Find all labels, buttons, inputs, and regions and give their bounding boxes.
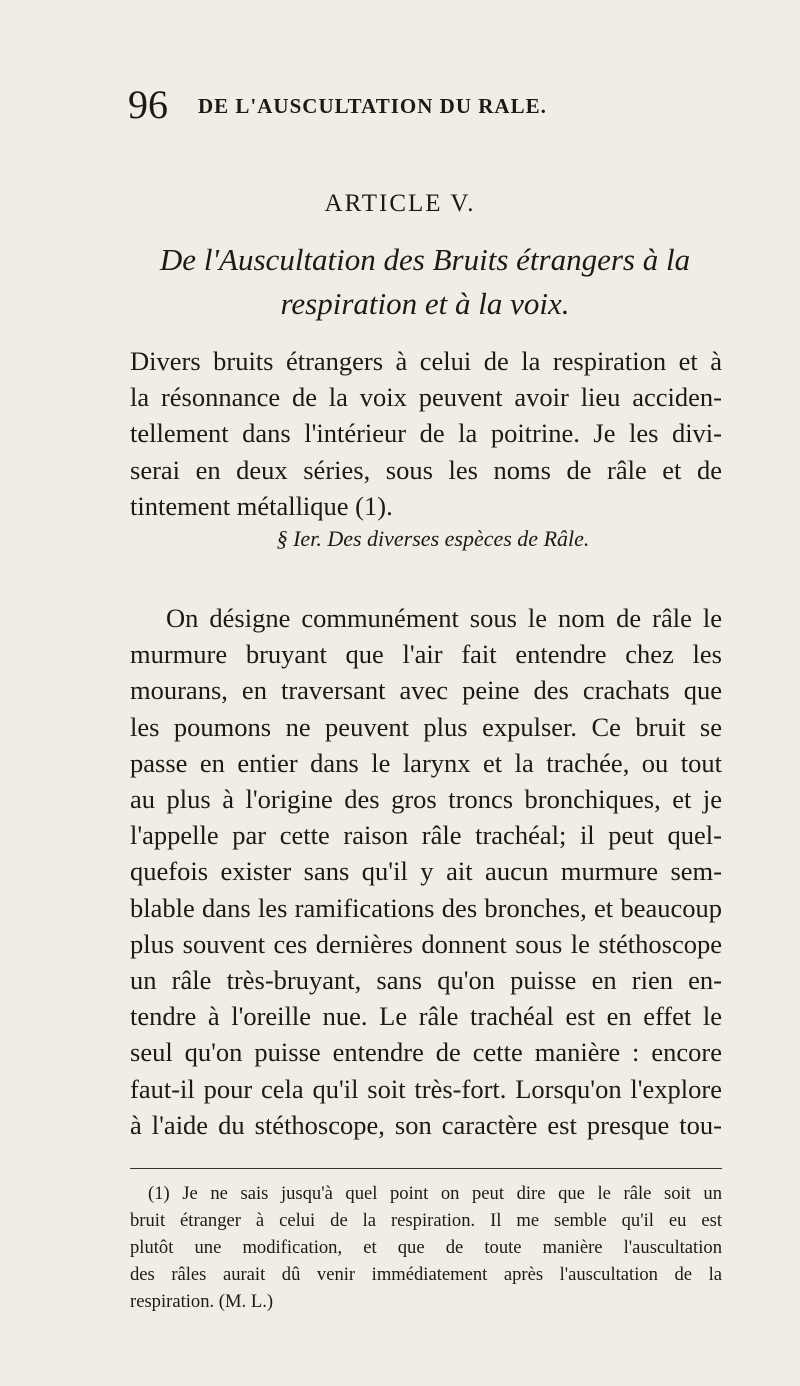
- footnote-line: des râles aurait dû venir immédiatement après l'auscultation de la: [130, 1264, 722, 1285]
- text-line: les poumons ne peuvent plus expulser. Ce bruit se: [130, 711, 722, 742]
- text-line: un râle très-bruyant, sans qu'on puisse en rien en-: [130, 965, 722, 996]
- page-number: 96: [128, 82, 168, 127]
- text-line: plus souvent ces dernières donnent sous le stéthoscope: [130, 928, 722, 959]
- paragraph-intro: [130, 343, 722, 524]
- text-line: Divers bruits étrangers à celui de la respiration et à: [130, 346, 722, 376]
- article-title-line: respiration et à la voix.: [280, 286, 570, 321]
- text-line: seul qu'on puisse entendre de cette manière : encore: [130, 1037, 722, 1068]
- text-line: l'appelle par cette raison râle trachéal; il peut quel-: [130, 820, 722, 851]
- text-line: passe en entier dans le larynx et la trachée, ou tout: [130, 747, 722, 778]
- footnote-line: bruit étranger à celui de la respiration. Il me semble qu'il eu est: [130, 1210, 722, 1231]
- footnote-divider: [130, 1168, 722, 1169]
- footnote: [130, 1180, 722, 1315]
- text-line: On désigne communément sous le nom de râle le: [166, 603, 722, 633]
- text-line: blable dans les ramifications des bronches, et beaucoup: [130, 892, 722, 923]
- running-head: [128, 82, 628, 128]
- text-line: serai en deux séries, sous les noms de râle et de: [130, 454, 722, 485]
- text-line: à l'aide du stéthoscope, son caractère est presque tou-: [130, 1109, 722, 1140]
- running-title: DE L'AUSCULTATION DU RALE.: [198, 94, 547, 118]
- text-line: la résonnance de la voix peuvent avoir lieu acciden-: [130, 382, 722, 413]
- text-line: au plus à l'origine des gros troncs bronchiques, et je: [130, 784, 722, 815]
- paragraph-rale: [130, 600, 722, 1143]
- text-line: faut-il pour cela qu'il soit très-fort. Lorsqu'on l'explore: [130, 1073, 722, 1104]
- footnote-line: respiration. (M. L.): [130, 1291, 274, 1312]
- text-line: quefois exister sans qu'il y ait aucun murmure sem-: [130, 856, 722, 887]
- footnote-line: (1) Je ne sais jusqu'à quel point on peut dire que le râle soit un: [148, 1183, 722, 1204]
- article-title: [130, 238, 720, 326]
- text-line: murmure bruyant que l'air fait entendre chez les: [130, 639, 722, 670]
- text-line: mourans, en traversant avec peine des crachats que: [130, 675, 722, 706]
- article-title-line: De l'Auscultation des Bruits étrangers à la: [159, 242, 691, 277]
- text-line: tintement métallique (1).: [130, 490, 393, 521]
- section-heading: § Ier. Des diverses espèces de Râle.: [276, 526, 590, 551]
- footnote-line: plutôt une modification, et que de toute manière l'auscultation: [130, 1237, 722, 1258]
- article-heading: ARTICLE V.: [324, 190, 476, 217]
- text-line: tendre à l'oreille nue. Le râle trachéal est en effet le: [130, 1001, 722, 1032]
- text-line: tellement dans l'intérieur de la poitrine. Je les divi-: [130, 418, 722, 449]
